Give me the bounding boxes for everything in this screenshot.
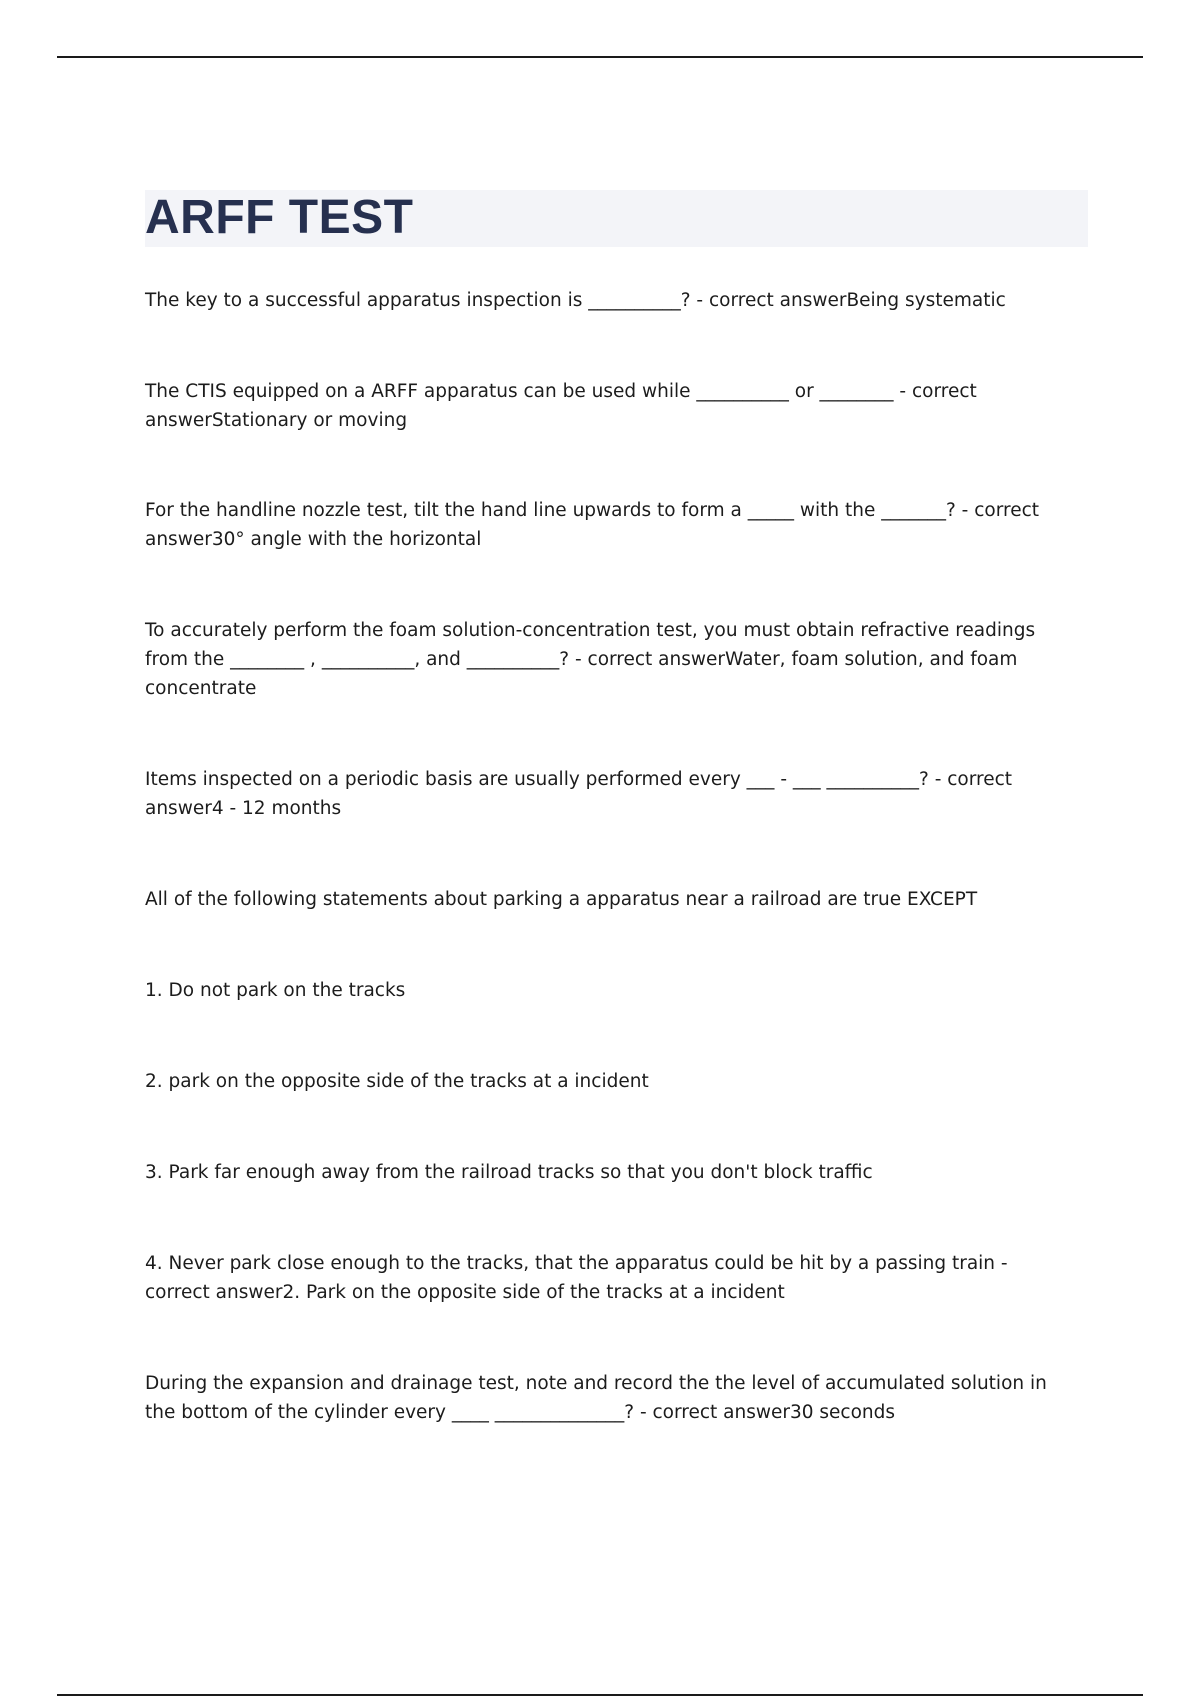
header-rule (57, 56, 1143, 58)
question-paragraph-3: For the handline nozzle test, tilt the hand line upwards to form a _____ with the _______? - correct answer30° angle with the horizontal (145, 500, 1040, 550)
document-body (145, 286, 1070, 1427)
option-paragraph-4: 4. Never park close enough to the tracks, that the apparatus could be hit by a passing train - correct answer2. Park on the opposite side of the tracks at a incident (145, 1253, 1008, 1303)
question-paragraph-2: The CTIS equipped on a ARFF apparatus can be used while __________ or ________ - correct answerStationary or moving (145, 381, 977, 431)
question-paragraph-7: During the expansion and drainage test, note and record the the level of accumulated solution in the bottom of the cylinder every ____ ______________? - correct answer30 seconds (145, 1373, 1047, 1423)
question-paragraph-5: Items inspected on a periodic basis are usually performed every ___ - ___ __________? - correct answer4 - 12 months (145, 769, 1013, 819)
option-paragraph-2: 2. park on the opposite side of the tracks at a incident (145, 1071, 649, 1092)
option-paragraph-1: 1. Do not park on the tracks (145, 980, 406, 1001)
question-paragraph-1: The key to a successful apparatus inspection is __________? - correct answerBeing systematic (145, 290, 1006, 311)
document-title: ARFF TEST (145, 191, 414, 244)
question-paragraph-4: To accurately perform the foam solution-concentration test, you must obtain refractive readings from the ________ , __________, and __________? - correct answerWater, foam solution, and foam concentrate (145, 620, 1036, 699)
option-paragraph-3: 3. Park far enough away from the railroad tracks so that you don't block traffic (145, 1162, 873, 1183)
question-paragraph-6: All of the following statements about parking a apparatus near a railroad are true EXCEPT (145, 889, 978, 910)
footer-rule (57, 1694, 1143, 1696)
